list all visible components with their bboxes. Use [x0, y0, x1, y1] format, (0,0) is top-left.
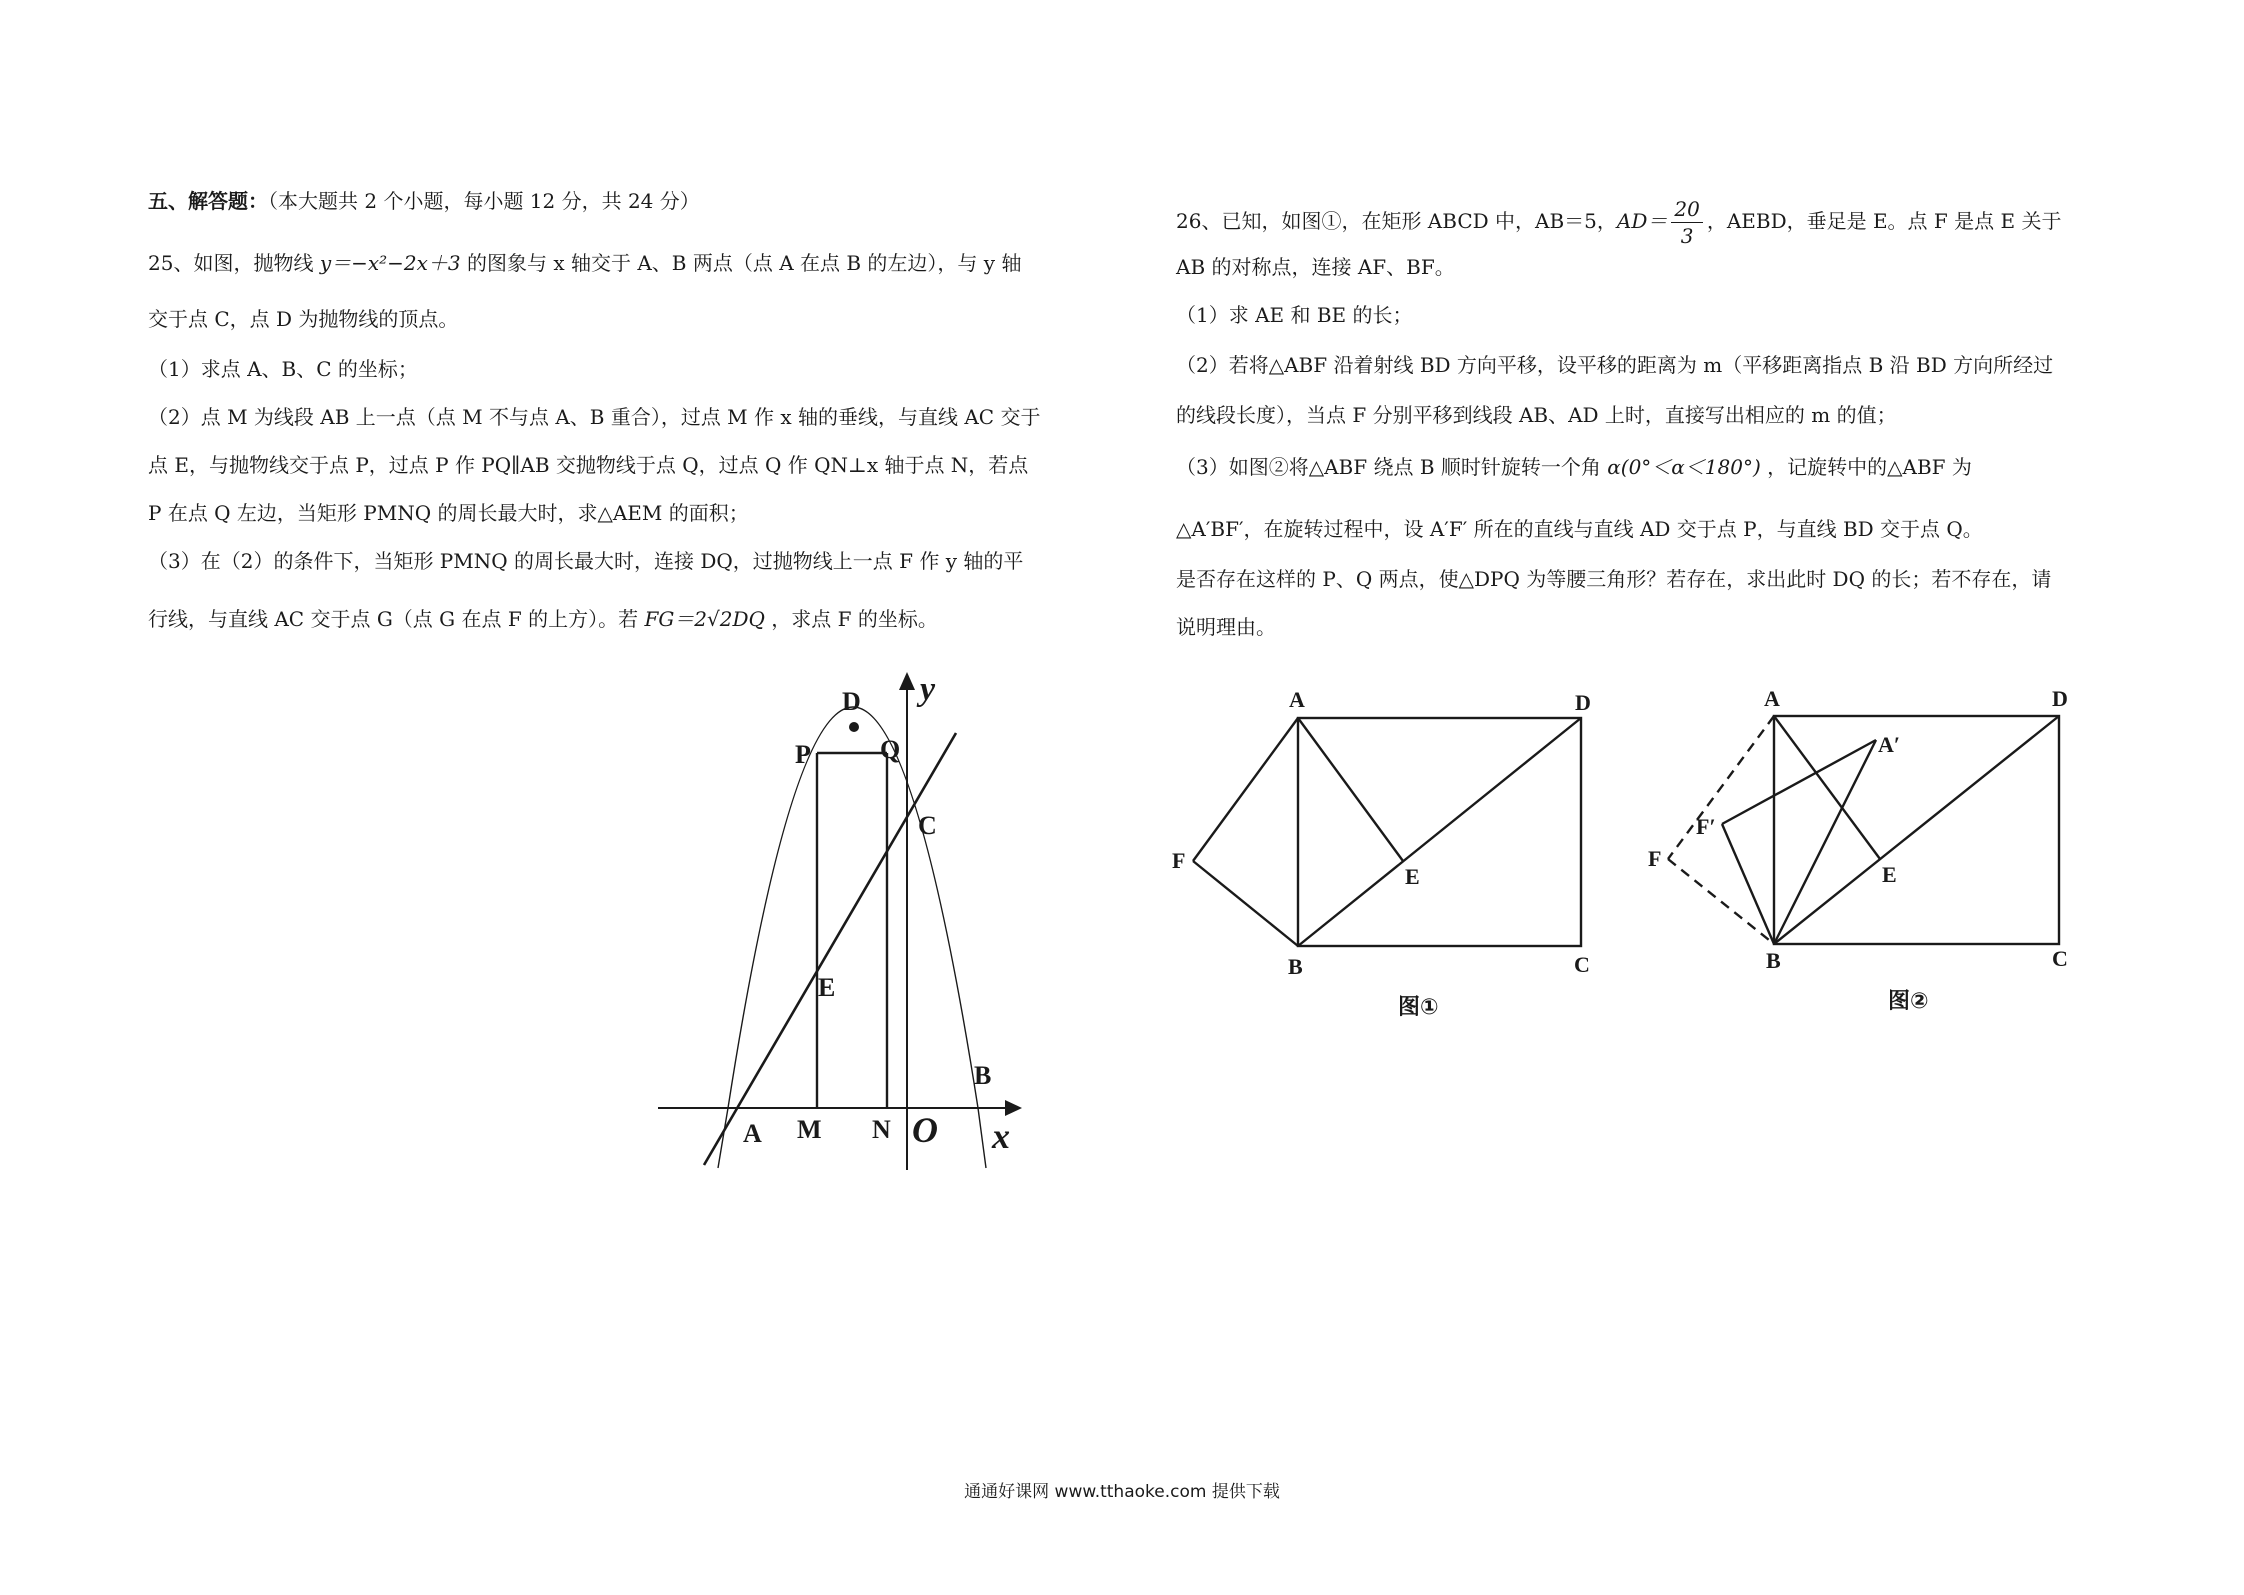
- label-o: O: [912, 1110, 938, 1150]
- label-x: x: [992, 1116, 1010, 1156]
- q25-line-1: [148, 248, 1021, 278]
- label-a: A: [743, 1119, 762, 1148]
- fig2-label-e: E: [1882, 862, 1897, 887]
- fig2-label-f-prime: F′: [1696, 814, 1716, 839]
- q26-figure-2: [1640, 680, 2100, 1000]
- q25-part-2-line-1: （2）点 M 为线段 AB 上一点（点 M 不与点 A、B 重合），过点 M 作 x 轴的垂线，与直线 AC 交于: [148, 405, 1041, 429]
- q26-part-3-line-4: 说明理由。: [1176, 615, 1276, 639]
- label-q: Q: [880, 735, 901, 764]
- x-axis-arrow: [1005, 1100, 1022, 1116]
- fig1-caption: 图①: [1398, 995, 1439, 1020]
- q26-figure-1: [1160, 680, 1640, 1000]
- fig1-label-e: E: [1405, 864, 1420, 889]
- line-ac: [704, 733, 956, 1165]
- label-d: D: [842, 687, 861, 716]
- q25-part-1: （1）求点 A、B、C 的坐标；: [148, 357, 418, 381]
- parabola-curve: [718, 707, 986, 1168]
- fraction-denominator: 3: [1680, 224, 1694, 248]
- q26-formula-ad: AD＝: [1616, 209, 1668, 233]
- q25-part-2-line-2: 点 E，与抛物线交于点 P，过点 P 作 PQ∥AB 交抛物线于点 Q，过点 Q 作 QN⊥x 轴于点 N，若点: [148, 453, 1029, 477]
- fig1-label-b: B: [1288, 954, 1303, 979]
- q26-line-1: [1176, 196, 2061, 249]
- q26-part-3-line-1: [1176, 452, 1972, 482]
- fraction-numerator: 20: [1671, 196, 1702, 223]
- q25-part-3-line-2: [148, 604, 938, 634]
- q26-text: ，记旋转中的△ABF 为: [1767, 455, 1972, 479]
- section-header: [148, 186, 700, 216]
- label-y: y: [920, 671, 936, 708]
- label-b: B: [974, 1061, 992, 1090]
- q26-fraction: [1671, 196, 1702, 249]
- q25-text: 的图象与 x 轴交于 A、B 两点（点 A 在点 B 的左边），与 y 轴: [467, 251, 1022, 275]
- fig2-label-b: B: [1766, 948, 1781, 973]
- vertex-d-dot: [849, 722, 859, 732]
- q26-text: （3）如图②将△ABF 绕点 B 顺时针旋转一个角: [1176, 455, 1601, 479]
- q26-text: ，AEBD，垂足是 E。点 F 是点 E 关于: [1706, 209, 2062, 233]
- fig2-caption: 图②: [1888, 989, 1929, 1014]
- q25-part-3-line-1: （3）在（2）的条件下，当矩形 PMNQ 的周长最大时，连接 DQ，过抛物线上一点 F 作 y 轴的平: [148, 549, 1024, 573]
- fig2-label-a-prime: A′: [1878, 732, 1901, 757]
- fig1-label-f: F: [1172, 848, 1186, 873]
- q25-formula: y＝−x²−2x＋3: [319, 251, 461, 275]
- q26-formula-alpha: α(0°＜α＜180°): [1607, 455, 1761, 479]
- page-footer: 通通好课网 www.tthaoke.com 提供下载: [964, 1482, 1280, 1502]
- q25-text: 25、如图，抛物线: [148, 251, 314, 275]
- dashed-af: [1668, 716, 1774, 859]
- label-c: C: [918, 811, 937, 840]
- label-m: M: [797, 1115, 822, 1144]
- q26-part-2-line-1: （2）若将△ABF 沿着射线 BD 方向平移，设平移的距离为 m（平移距离指点 B 沿 BD 方向所经过: [1176, 353, 2054, 377]
- segment-f1b: [1722, 824, 1774, 944]
- fig2-label-a: A: [1764, 686, 1780, 711]
- diagonal-bd: [1298, 718, 1581, 946]
- segment-bf: [1193, 861, 1298, 946]
- q25-part-2-line-3: P 在点 Q 左边，当矩形 PMNQ 的周长最大时，求△AEM 的面积；: [148, 501, 749, 525]
- q26-part-3-line-2: △A′BF′，在旋转过程中，设 A′F′ 所在的直线与直线 AD 交于点 P，与直线 BD 交于点 Q。: [1176, 517, 1983, 541]
- y-axis-arrow: [899, 672, 915, 690]
- section-note: （本大题共 2 个小题，每小题 12 分，共 24 分）: [268, 189, 700, 213]
- q26-part-1: （1）求 AE 和 BE 的长；: [1176, 303, 1413, 327]
- q25-parabola-figure: [650, 660, 1070, 1180]
- label-p: P: [795, 740, 811, 769]
- fig1-label-c: C: [1574, 952, 1590, 977]
- q26-text: 26、已知，如图①，在矩形 ABCD 中，AB＝5，: [1176, 209, 1617, 233]
- q25-text: 行线，与直线 AC 交于点 G（点 G 在点 F 的上方）。若: [148, 607, 639, 631]
- q26-part-3-line-3: 是否存在这样的 P、Q 两点，使△DPQ 为等腰三角形？若存在，求出此时 DQ 的长；若不存在，请: [1176, 567, 2052, 591]
- segment-af: [1193, 718, 1298, 861]
- label-e: E: [818, 973, 836, 1002]
- segment-ba1: [1774, 740, 1876, 944]
- fig1-label-d: D: [1575, 690, 1591, 715]
- fig2-label-c: C: [2052, 946, 2068, 971]
- q26-part-2-line-2: 的线段长度），当点 F 分别平移到线段 AB、AD 上时，直接写出相应的 m 的值；: [1176, 403, 1897, 427]
- fig2-label-d: D: [2052, 686, 2068, 711]
- q25-text: ，求点 F 的坐标。: [771, 607, 938, 631]
- section-title: 五、解答题：: [148, 189, 268, 213]
- fig2-label-f: F: [1648, 846, 1662, 871]
- diagonal-bd: [1774, 716, 2059, 944]
- fig1-label-a: A: [1289, 687, 1305, 712]
- q25-formula: FG＝2√2DQ: [644, 607, 765, 631]
- label-n: N: [872, 1115, 891, 1144]
- q26-line-2: AB 的对称点，连接 AF、BF。: [1176, 255, 1455, 279]
- segment-a1f1: [1722, 740, 1876, 824]
- q25-line-2: 交于点 C，点 D 为抛物线的顶点。: [148, 307, 459, 331]
- dashed-bf: [1668, 859, 1774, 944]
- segment-ae: [1298, 718, 1403, 861]
